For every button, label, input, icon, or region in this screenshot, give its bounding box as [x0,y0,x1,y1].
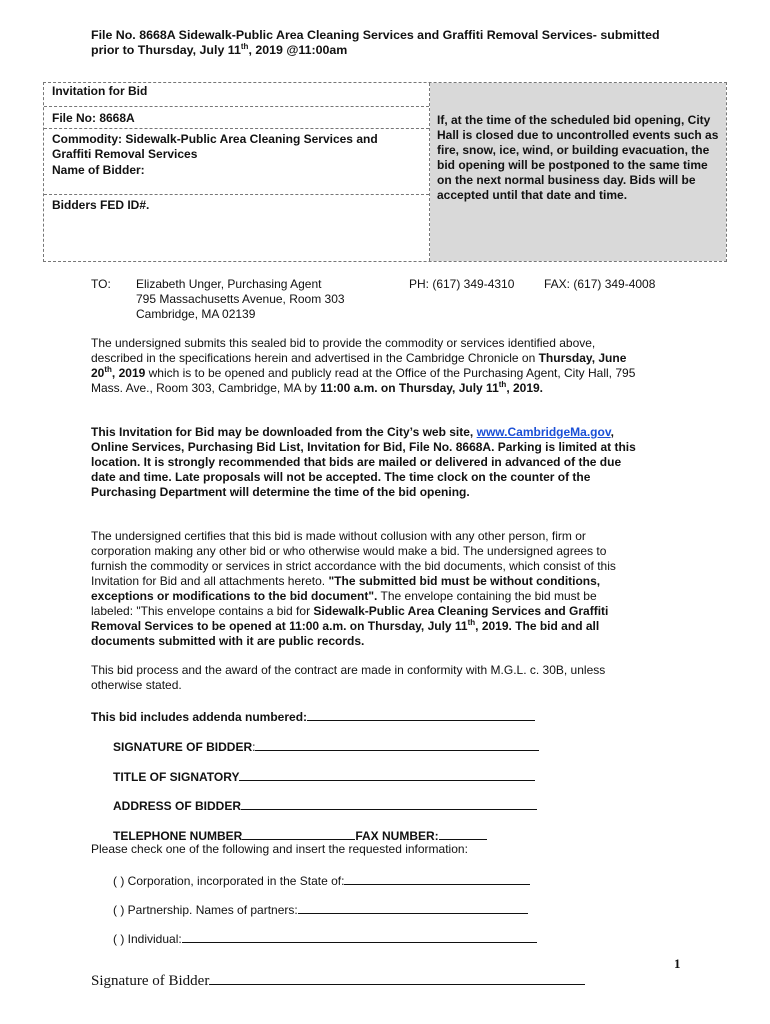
signature-row [113,738,539,754]
signature-field[interactable] [255,738,539,751]
corporation-option[interactable]: ( ) Corporation, incorporated in the State of: [113,874,345,888]
commodity-line-1: Commodity: Sidewalk-Public Area Cleaning Services and [52,132,378,146]
p1-opening-year: , 2019. [506,381,544,395]
p3-conditions: "The submitted bid must be without conditions, exceptions or modifications to the bid document". [91,574,601,603]
fed-id-row [44,195,429,261]
partners-field[interactable] [298,901,528,914]
name-of-bidder-label: Name of Bidder: [52,163,145,177]
certification-paragraph [91,529,639,649]
p1-opening-date-suffix: th [498,380,507,389]
addenda-label: This bid includes addenda numbered: [91,710,308,724]
page-number: 1 [674,956,681,971]
p1-advertised-year: , 2019 [111,366,146,380]
conformity-paragraph: This bid process and the award of the contract are made in conformity with M.G.L. c. 30B, unless otherwise stated. [91,663,606,692]
address-row [113,797,537,813]
partnership-option[interactable]: ( ) Partnership. Names of partners: [113,903,298,917]
check-instructions: Please check one of the following and insert the requested information: [91,842,468,856]
addenda-field[interactable] [307,708,535,721]
title-field[interactable] [239,768,535,781]
bid-info-column [44,83,430,261]
fax-field[interactable] [439,827,487,840]
footer-signature-field[interactable] [209,970,585,985]
p3-text-a: The undersigned certifies that this bid is made without collusion with any other person, firm or corporation making any other bid or who otherwise would make a bid. The undersigned agrees to furnish the commodity or services in strict accordance with the bid documents, which consist of this Invitation for Bid and all attachments hereto. [91,529,616,588]
download-paragraph [91,425,639,500]
p3-text-c: The envelope containing the bid must be labeled: "This envelope contains a bid for [91,589,597,618]
closure-notice: If, at the time of the scheduled bid opening, City Hall is closed due to uncontrolled events such as fire, snow, ice, wind, or building evacuation, the bid opening will be postponed to the same time on the next normal business day. Bids will be accepted until that date and time. [437,113,719,202]
invitation-row [44,83,429,107]
header-line-1: File No. 8668A Sidewalk-Public Area Cleaning Services and Graffiti Removal Services- submitted [91,28,660,42]
individual-row [113,930,537,946]
p1-advertised-date-suffix: th [104,365,112,374]
recipient-address [136,277,345,322]
telephone-label: TELEPHONE NUMBER [113,829,243,843]
phone-number: PH: (617) 349-4310 [409,277,515,291]
individual-option[interactable]: ( ) Individual: [113,932,182,946]
recipient-street: 795 Massachusetts Avenue, Room 303 [136,292,345,306]
p3-envelope-label-end: , 2019. The bid and all documents submitted with it are public records. [91,619,600,648]
recipient-city: Cambridge, MA 02139 [136,307,256,321]
to-label: TO: [91,277,111,291]
addenda-row [91,708,535,724]
invitation-box [43,82,727,262]
p3-envelope-label: Sidewalk-Public Area Cleaning Services and Graffiti Removal Services to be opened at 11:00 a.m. on Thursday, July 11 [91,604,609,633]
closure-notice-panel [430,83,726,261]
p1-text-c: which is to be opened and publicly read at the Office of the Purchasing Agent, City Hall, 795 Mass. Ave., Room 303, Cambridge, MA by [91,366,636,395]
header-date-suffix: th [240,41,249,51]
commodity-line-2: Graffiti Removal Services [52,147,198,161]
fax-label: FAX NUMBER: [355,829,439,843]
city-website-link[interactable]: www.CambridgeMa.gov [476,425,611,439]
submission-paragraph [91,336,639,396]
file-no-row [44,107,429,129]
title-row [113,768,535,784]
recipient-name: Elizabeth Unger, Purchasing Agent [136,277,322,291]
invitation-title: Invitation for Bid [52,84,148,98]
title-label: TITLE OF SIGNATORY [113,770,240,784]
commodity [52,132,378,162]
partnership-row [113,901,528,917]
individual-field[interactable] [182,930,537,943]
p3-envelope-date-suffix: th [467,618,476,627]
signature-label: SIGNATURE OF BIDDER [113,740,253,754]
header-line-2 [91,43,691,58]
commodity-row [44,129,429,161]
corporation-state-field[interactable] [344,872,530,885]
document-header [91,28,691,58]
p2-text-a: This Invitation for Bid may be downloaded from the City’s web site, [91,425,477,439]
footer-signature-label: Signature of Bidder [91,973,210,989]
header-date-prefix: prior to Thursday, July 11 [91,43,241,57]
header-date-rest: , 2019 @11:00am [248,43,348,57]
bidder-name-row [44,162,429,195]
signature-colon: : [252,740,256,754]
p1-text-a: The undersigned submits this sealed bid to provide the commodity or services identified above, described in the specifications herein and advertised in the Cambridge Chronicle on [91,336,596,365]
fed-id-label: Bidders FED ID#. [52,198,150,212]
fax-number: FAX: (617) 349-4008 [544,277,656,291]
footer-signature-row [91,970,585,990]
telephone-field[interactable] [242,827,355,840]
telephone-row [113,827,487,843]
address-label: ADDRESS OF BIDDER [113,799,242,813]
corporation-row [113,872,530,888]
p2-text-b: , Online Services, Purchasing Bid List, Invitation for Bid, File No. 8668A. Parking is limited at this location. It is strongly recommended that bids are mailed or delivered in advanced of the due date and time. Late proposals will not be accepted. The time clock on the counter of the Purchasing Department will determine the time of the bid opening. [91,425,636,499]
address-field[interactable] [241,797,537,810]
p1-opening-date: 11:00 a.m. on Thursday, July 11 [320,381,499,395]
p1-advertised-date: Thursday, June 20 [91,351,627,380]
file-no: File No: 8668A [52,111,135,125]
